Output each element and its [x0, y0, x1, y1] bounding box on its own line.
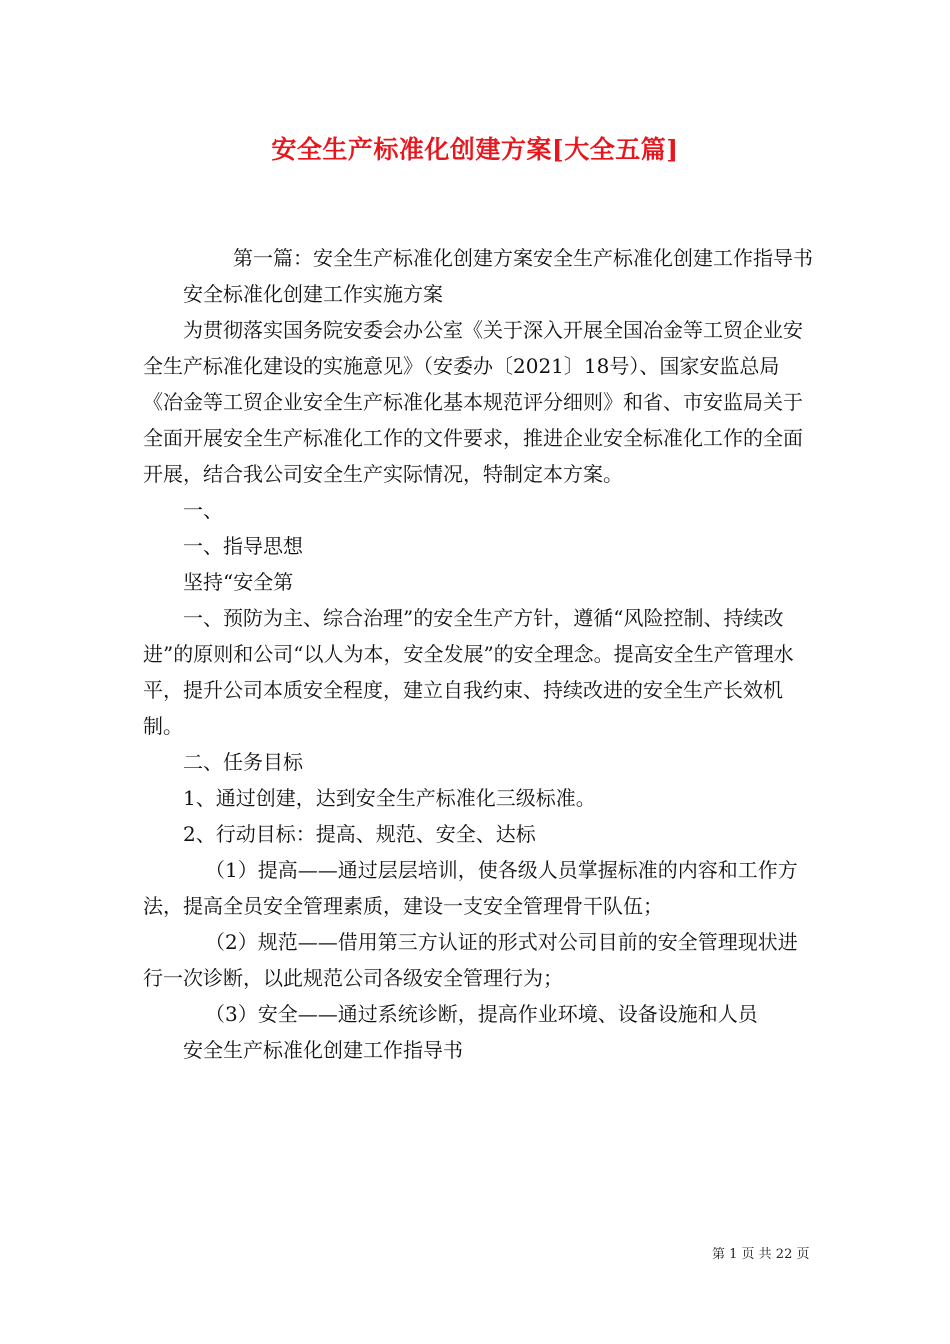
paragraph-goal-1: 1、通过创建，达到安全生产标准化三级标准。	[183, 786, 596, 810]
paragraph-section-one-mark: 一、	[183, 498, 223, 522]
paragraph-policy: 一、预防为主、综合治理”的安全生产方针，遵循“风险控制、持续改进”的原则和公司“以人为本，安全发展”的安全理念。提高安全生产管理水平，提升公司本质安全程度，建立自我约束、持续改进的安全生产长效机制。	[143, 606, 794, 738]
paragraph-goal-2-3: （3）安全——通过系统诊断，提高作业环境、设备设施和人员	[205, 1002, 758, 1026]
document-body	[143, 240, 813, 1068]
page-number-footer: 第 1 页 共 22 页	[712, 1247, 810, 1262]
paragraph-chapter-heading: 第一篇：安全生产标准化创建方案安全生产标准化创建工作指导书	[233, 246, 813, 270]
paragraph-goal-2: 2、行动目标：提高、规范、安全、达标	[183, 822, 536, 846]
paragraph-task-goals: 二、任务目标	[183, 750, 303, 774]
paragraph-guiding-ideology: 一、指导思想	[183, 534, 303, 558]
paragraph-goal-2-2: （2）规范——借用第三方认证的形式对公司目前的安全管理现状进行一次诊断，以此规范公司各级安全管理行为；	[143, 930, 798, 990]
paragraph-plan-title: 安全标准化创建工作实施方案	[183, 282, 443, 306]
paragraph-intro: 为贯彻落实国务院安委会办公室《关于深入开展全国冶金等工贸企业安全生产标准化建设的实施意见》（安委办〔2021〕18号）、国家安监总局《冶金等工贸企业安全生产标准化基本规范评分细则》和省、市安监局关于全面开展安全生产标准化工作的文件要求，推进企业安全标准化工作的全面开展，结合我公司安全生产实际情况，特制定本方案。	[143, 318, 803, 486]
paragraph-adhere: 坚持“安全第	[183, 570, 294, 594]
paragraph-guide-title: 安全生产标准化创建工作指导书	[183, 1038, 463, 1062]
paragraph-goal-2-1: （1）提高——通过层层培训，使各级人员掌握标准的内容和工作方法，提高全员安全管理素质，建设一支安全管理骨干队伍；	[143, 858, 798, 918]
document-title: 安全生产标准化创建方案[大全五篇]	[271, 135, 679, 164]
